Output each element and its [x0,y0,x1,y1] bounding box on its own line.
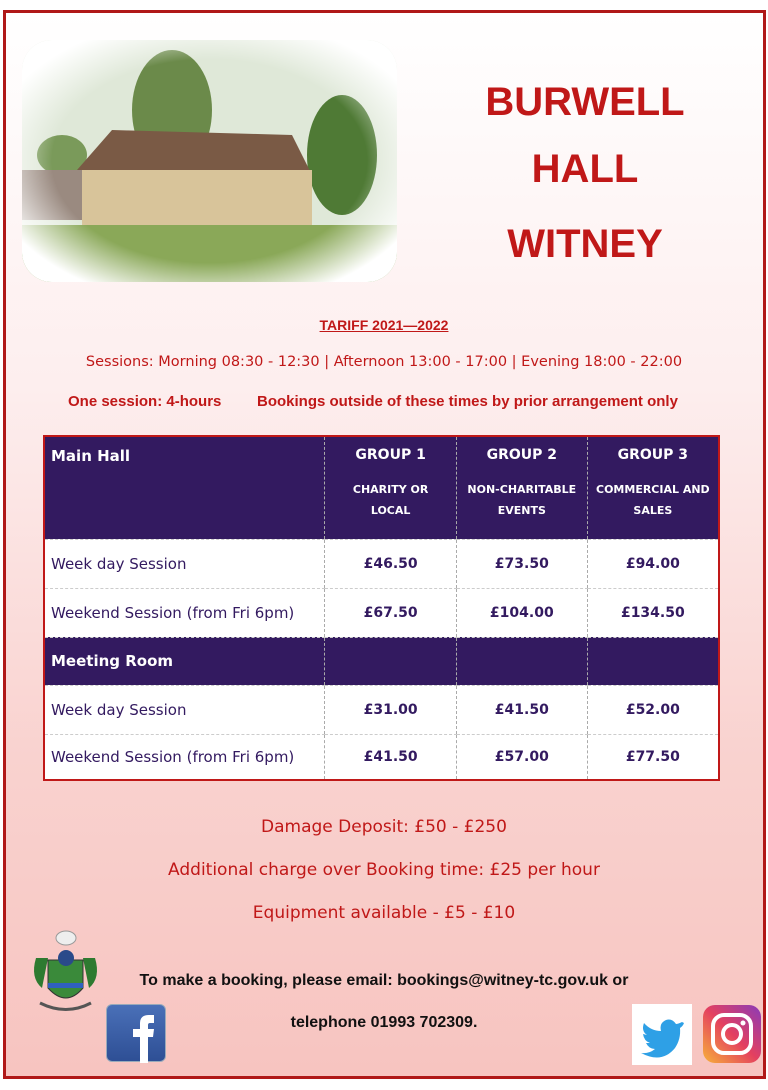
facebook-icon[interactable] [106,1004,166,1062]
contact-phone-text: telephone 01993 702309. [290,1014,478,1031]
twitter-icon[interactable] [632,1004,692,1065]
hall-photo [22,40,397,282]
group-2-header: GROUP 2 NON-CHARITABLE EVENTS [456,436,587,539]
main-hall-header-row [44,436,719,539]
tariff-heading: TARIFF 2021—2022 [319,317,449,333]
row-label: Weekend Session (from Fri 6pm) [44,588,325,637]
price-cell: £67.50 [325,588,457,637]
meeting-room-header-row [44,637,719,685]
tariff-table [43,435,720,781]
additional-charge-text: Additional charge over Booking time: £25 per hour [168,860,600,880]
contact-email-text: To make a booking, please email: bookings@witney-tc.gov.uk or [139,972,629,989]
table-row [44,734,719,780]
instagram-icon[interactable] [703,1005,761,1063]
group-1-header: GROUP 1 CHARITY OR LOCAL [325,436,457,539]
outside-hours-text: Bookings outside of these times by prior arrangement only [257,393,678,410]
price-cell: £31.00 [325,685,457,734]
equipment-text: Equipment available - £5 - £10 [252,903,516,923]
table-row [44,588,719,637]
title-line-2: HALL [531,147,639,191]
price-cell: £94.00 [587,539,719,588]
price-cell: £134.50 [587,588,719,637]
one-session-text: One session: 4-hours [68,393,222,410]
group-3-header: GROUP 3 COMMERCIAL AND SALES [587,436,719,539]
title-line-3: WITNEY [507,222,663,266]
price-cell: £41.50 [456,685,587,734]
price-cell: £73.50 [456,539,587,588]
price-cell: £41.50 [325,734,457,780]
main-hall-heading: Main Hall [44,436,325,539]
row-label: Week day Session [44,685,325,734]
price-cell: £104.00 [456,588,587,637]
row-label: Weekend Session (from Fri 6pm) [44,734,325,780]
meeting-room-heading: Meeting Room [44,637,325,685]
sessions-text: Sessions: Morning 08:30 - 12:30 | Afternoon 13:00 - 17:00 | Evening 18:00 - 22:00 [85,354,683,370]
price-cell: £77.50 [587,734,719,780]
title-line-1: BURWELL [485,80,685,124]
row-label: Week day Session [44,539,325,588]
price-cell: £52.00 [587,685,719,734]
price-cell: £46.50 [325,539,457,588]
deposit-text: Damage Deposit: £50 - £250 [261,817,507,837]
price-cell: £57.00 [456,734,587,780]
table-row [44,685,719,734]
table-row [44,539,719,588]
